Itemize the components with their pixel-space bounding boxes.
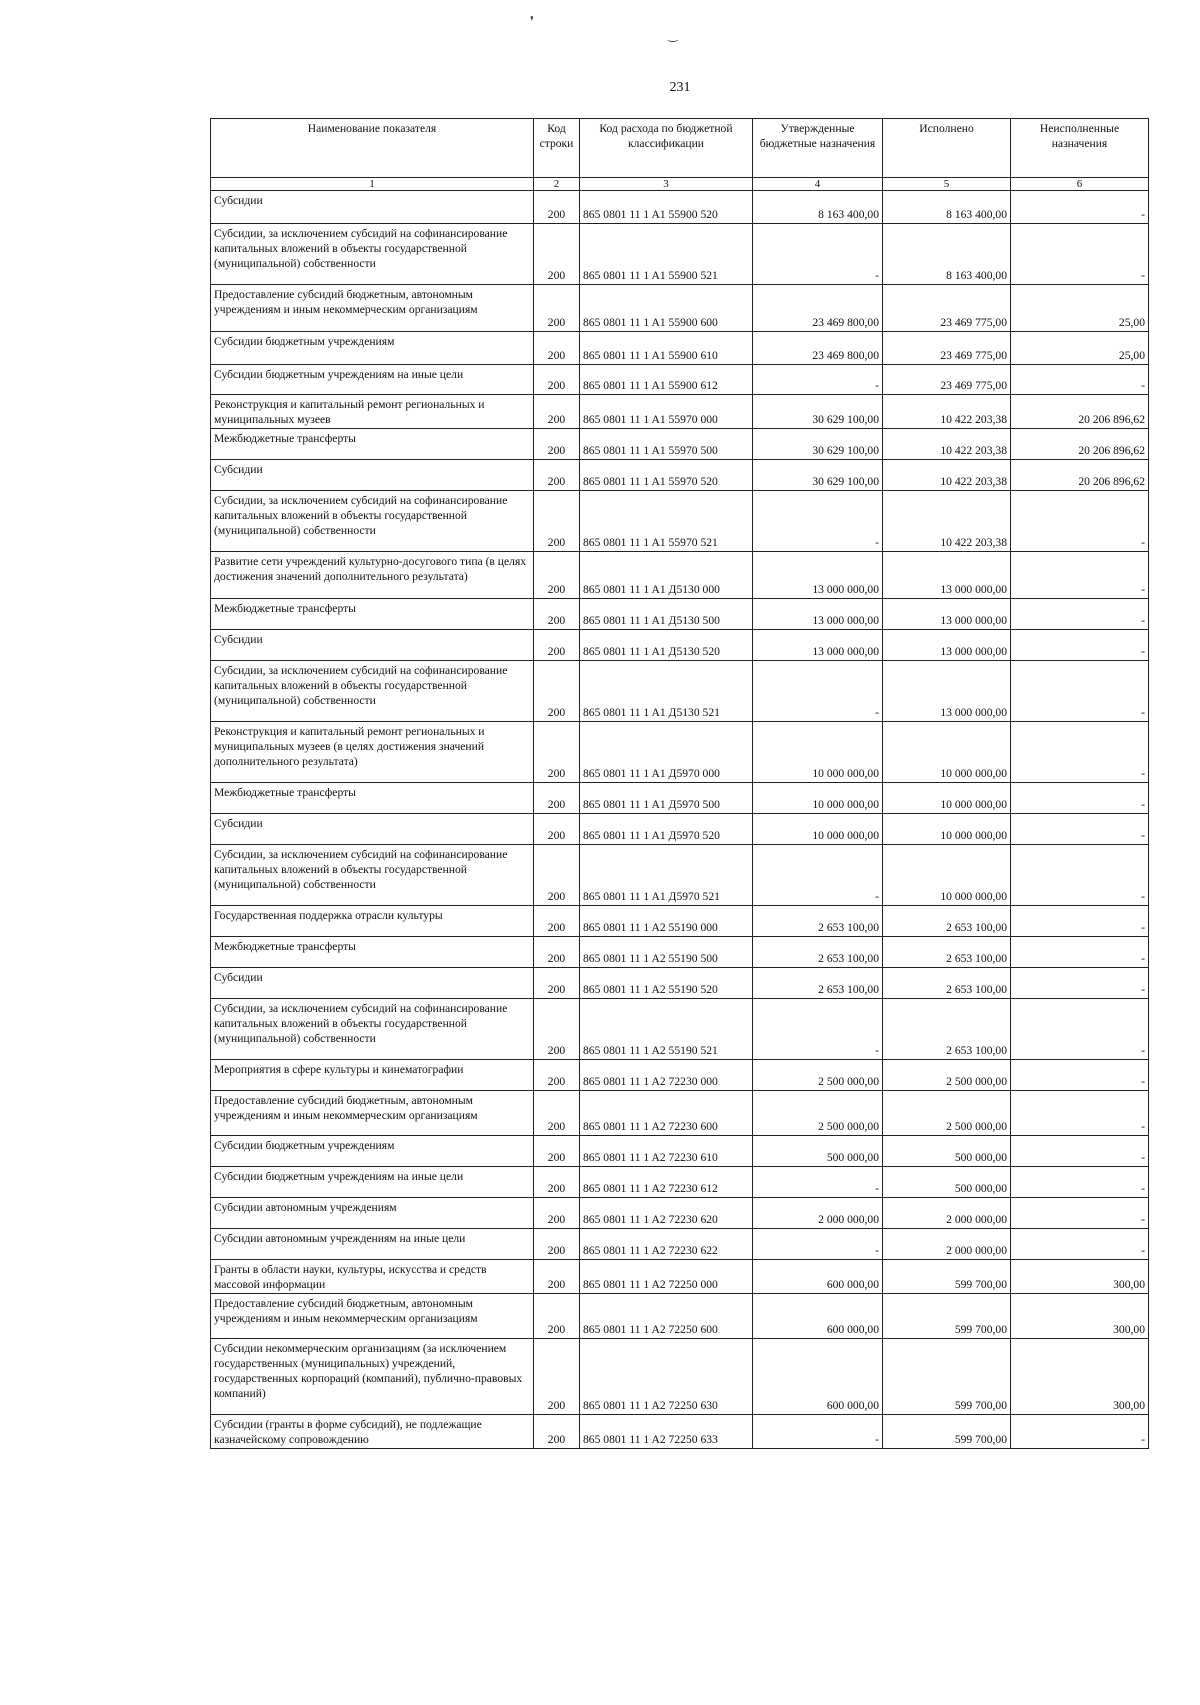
indicator-name-text: Мероприятия в сфере культуры и кинематографии: [214, 1063, 464, 1076]
cell-budget-code: 865 0801 11 1 A2 72250 600: [580, 1294, 753, 1339]
cell-budget-code: 865 0801 11 1 A2 72230 612: [580, 1167, 753, 1198]
cell-approved: -: [753, 999, 883, 1060]
indicator-name-text: Предоставление субсидий бюджетным, автономным учреждениям и иным некоммерческим организациям: [214, 1094, 478, 1122]
cell-indicator-name: [211, 937, 534, 968]
cell-budget-code: 865 0801 11 1 A2 72230 600: [580, 1091, 753, 1136]
header-indicator-name: Наименование показателя: [211, 119, 534, 178]
cell-budget-code: 865 0801 11 1 A1 Д5970 500: [580, 783, 753, 814]
cell-executed: 500 000,00: [883, 1167, 1011, 1198]
cell-row-code: 200: [534, 1415, 580, 1449]
indicator-name-text: Субсидии, за исключением субсидий на софинансирование капитальных вложений в объекты государственной (муниципальной) собственности: [214, 1002, 508, 1045]
cell-indicator-name: [211, 630, 534, 661]
cell-budget-code: 865 0801 11 1 A1 Д5130 500: [580, 599, 753, 630]
cell-budget-code: 865 0801 11 1 A2 72230 610: [580, 1136, 753, 1167]
cell-executed: 23 469 775,00: [883, 365, 1011, 395]
table-row: [211, 224, 1149, 285]
cell-unexecuted: -: [1011, 1060, 1149, 1091]
cell-indicator-name: [211, 1294, 534, 1339]
cell-indicator-name: [211, 783, 534, 814]
cell-budget-code: 865 0801 11 1 A1 55970 521: [580, 491, 753, 552]
cell-budget-code: 865 0801 11 1 A2 55190 520: [580, 968, 753, 999]
cell-budget-code: 865 0801 11 1 A2 72250 000: [580, 1260, 753, 1294]
cell-approved: 2 653 100,00: [753, 937, 883, 968]
cell-approved: 30 629 100,00: [753, 395, 883, 429]
scan-speck: ‿: [668, 28, 678, 42]
table-row: [211, 661, 1149, 722]
header-unexecuted: Неисполненные назначения: [1011, 119, 1149, 178]
header-budget-classification-code: Код расхода по бюджетной классификации: [580, 119, 753, 178]
indicator-name-text: Предоставление субсидий бюджетным, автономным учреждениям и иным некоммерческим организациям: [214, 1297, 478, 1325]
cell-budget-code: 865 0801 11 1 A2 55190 000: [580, 906, 753, 937]
cell-unexecuted: -: [1011, 906, 1149, 937]
table-row: [211, 1229, 1149, 1260]
cell-unexecuted: -: [1011, 1415, 1149, 1449]
cell-executed: 10 422 203,38: [883, 491, 1011, 552]
cell-executed: 23 469 775,00: [883, 285, 1011, 332]
table-row: [211, 365, 1149, 395]
cell-row-code: 200: [534, 1060, 580, 1091]
cell-budget-code: 865 0801 11 1 A1 55970 000: [580, 395, 753, 429]
cell-approved: -: [753, 845, 883, 906]
cell-unexecuted: 20 206 896,62: [1011, 429, 1149, 460]
cell-row-code: 200: [534, 365, 580, 395]
cell-row-code: 200: [534, 999, 580, 1060]
cell-row-code: 200: [534, 1167, 580, 1198]
cell-budget-code: 865 0801 11 1 A1 55900 610: [580, 332, 753, 365]
cell-unexecuted: -: [1011, 1198, 1149, 1229]
cell-row-code: 200: [534, 783, 580, 814]
cell-executed: 2 653 100,00: [883, 999, 1011, 1060]
column-number: 5: [883, 178, 1011, 191]
column-number: 2: [534, 178, 580, 191]
indicator-name-text: Субсидии некоммерческим организациям (за исключением государственных (муниципальных) учреждений, государственных корпораций (компаний), публично-правовых компаний): [214, 1342, 523, 1400]
cell-unexecuted: -: [1011, 845, 1149, 906]
cell-unexecuted: -: [1011, 1136, 1149, 1167]
cell-indicator-name: [211, 1415, 534, 1449]
cell-budget-code: 865 0801 11 1 A2 72230 620: [580, 1198, 753, 1229]
cell-budget-code: 865 0801 11 1 A2 55190 521: [580, 999, 753, 1060]
cell-row-code: 200: [534, 429, 580, 460]
cell-approved: -: [753, 1229, 883, 1260]
cell-executed: 2 653 100,00: [883, 968, 1011, 999]
cell-unexecuted: -: [1011, 937, 1149, 968]
cell-approved: 600 000,00: [753, 1339, 883, 1415]
table-row: [211, 1060, 1149, 1091]
cell-indicator-name: [211, 599, 534, 630]
cell-budget-code: 865 0801 11 1 A1 Д5130 521: [580, 661, 753, 722]
cell-row-code: 200: [534, 1294, 580, 1339]
cell-indicator-name: [211, 968, 534, 999]
cell-row-code: 200: [534, 1339, 580, 1415]
cell-row-code: 200: [534, 491, 580, 552]
cell-executed: 10 000 000,00: [883, 783, 1011, 814]
table-row: [211, 332, 1149, 365]
cell-budget-code: 865 0801 11 1 A1 55970 520: [580, 460, 753, 491]
cell-executed: 599 700,00: [883, 1339, 1011, 1415]
cell-approved: -: [753, 491, 883, 552]
cell-indicator-name: [211, 285, 534, 332]
cell-budget-code: 865 0801 11 1 A2 72230 000: [580, 1060, 753, 1091]
cell-indicator-name: [211, 906, 534, 937]
cell-approved: 10 000 000,00: [753, 722, 883, 783]
cell-row-code: 200: [534, 599, 580, 630]
cell-unexecuted: -: [1011, 191, 1149, 224]
cell-budget-code: 865 0801 11 1 A2 72230 622: [580, 1229, 753, 1260]
cell-row-code: 200: [534, 968, 580, 999]
cell-unexecuted: -: [1011, 552, 1149, 599]
cell-executed: 10 000 000,00: [883, 722, 1011, 783]
column-number-row: [211, 178, 1149, 191]
cell-indicator-name: [211, 395, 534, 429]
cell-unexecuted: -: [1011, 968, 1149, 999]
cell-executed: 23 469 775,00: [883, 332, 1011, 365]
cell-row-code: 200: [534, 460, 580, 491]
cell-budget-code: 865 0801 11 1 A2 72250 633: [580, 1415, 753, 1449]
cell-row-code: 200: [534, 395, 580, 429]
cell-indicator-name: [211, 429, 534, 460]
cell-approved: 13 000 000,00: [753, 552, 883, 599]
cell-approved: 13 000 000,00: [753, 599, 883, 630]
cell-row-code: 200: [534, 1136, 580, 1167]
table-row: [211, 191, 1149, 224]
indicator-name-text: Субсидии бюджетным учреждениям на иные цели: [214, 1170, 464, 1183]
cell-row-code: 200: [534, 845, 580, 906]
cell-indicator-name: [211, 332, 534, 365]
cell-budget-code: 865 0801 11 1 A2 55190 500: [580, 937, 753, 968]
cell-indicator-name: [211, 661, 534, 722]
cell-executed: 599 700,00: [883, 1294, 1011, 1339]
cell-executed: 2 500 000,00: [883, 1091, 1011, 1136]
cell-row-code: 200: [534, 332, 580, 365]
column-number: 4: [753, 178, 883, 191]
table-row: [211, 1415, 1149, 1449]
indicator-name-text: Субсидии, за исключением субсидий на софинансирование капитальных вложений в объекты государственной (муниципальной) собственности: [214, 664, 508, 707]
table-row: [211, 1294, 1149, 1339]
indicator-name-text: Субсидии (гранты в форме субсидий), не подлежащие казначейскому сопровождению: [214, 1418, 482, 1446]
cell-executed: 10 422 203,38: [883, 460, 1011, 491]
header-executed: Исполнено: [883, 119, 1011, 178]
cell-executed: 2 000 000,00: [883, 1229, 1011, 1260]
cell-approved: 2 500 000,00: [753, 1060, 883, 1091]
cell-indicator-name: [211, 1339, 534, 1415]
cell-indicator-name: [211, 191, 534, 224]
indicator-name-text: Предоставление субсидий бюджетным, автономным учреждениям и иным некоммерческим организациям: [214, 288, 478, 316]
cell-executed: 8 163 400,00: [883, 191, 1011, 224]
indicator-name-text: Субсидии: [214, 194, 263, 207]
cell-unexecuted: 25,00: [1011, 332, 1149, 365]
cell-approved: 30 629 100,00: [753, 460, 883, 491]
cell-row-code: 200: [534, 937, 580, 968]
cell-approved: -: [753, 224, 883, 285]
table-row: [211, 552, 1149, 599]
cell-indicator-name: [211, 1167, 534, 1198]
cell-executed: 10 000 000,00: [883, 814, 1011, 845]
cell-indicator-name: [211, 1229, 534, 1260]
indicator-name-text: Субсидии автономным учреждениям на иные цели: [214, 1232, 466, 1245]
indicator-name-text: Субсидии, за исключением субсидий на софинансирование капитальных вложений в объекты государственной (муниципальной) собственности: [214, 494, 508, 537]
cell-budget-code: 865 0801 11 1 A1 55970 500: [580, 429, 753, 460]
cell-indicator-name: [211, 1060, 534, 1091]
cell-executed: 10 422 203,38: [883, 395, 1011, 429]
cell-row-code: 200: [534, 661, 580, 722]
cell-unexecuted: 20 206 896,62: [1011, 395, 1149, 429]
cell-indicator-name: [211, 845, 534, 906]
cell-approved: 10 000 000,00: [753, 814, 883, 845]
cell-unexecuted: -: [1011, 661, 1149, 722]
cell-budget-code: 865 0801 11 1 A1 Д5130 000: [580, 552, 753, 599]
cell-row-code: 200: [534, 552, 580, 599]
table-row: [211, 1198, 1149, 1229]
cell-approved: 23 469 800,00: [753, 332, 883, 365]
cell-row-code: 200: [534, 906, 580, 937]
cell-executed: 2 000 000,00: [883, 1198, 1011, 1229]
cell-approved: 2 653 100,00: [753, 906, 883, 937]
indicator-name-text: Государственная поддержка отрасли культуры: [214, 909, 443, 922]
cell-unexecuted: -: [1011, 630, 1149, 661]
cell-executed: 2 653 100,00: [883, 906, 1011, 937]
cell-row-code: 200: [534, 1091, 580, 1136]
cell-row-code: 200: [534, 285, 580, 332]
cell-unexecuted: 300,00: [1011, 1339, 1149, 1415]
cell-indicator-name: [211, 722, 534, 783]
table-row: [211, 630, 1149, 661]
cell-indicator-name: [211, 491, 534, 552]
cell-unexecuted: 300,00: [1011, 1260, 1149, 1294]
cell-executed: 599 700,00: [883, 1260, 1011, 1294]
indicator-name-text: Субсидии бюджетным учреждениям: [214, 335, 395, 348]
cell-unexecuted: -: [1011, 1091, 1149, 1136]
indicator-name-text: Субсидии бюджетным учреждениям на иные цели: [214, 368, 464, 381]
cell-unexecuted: -: [1011, 365, 1149, 395]
cell-unexecuted: 20 206 896,62: [1011, 460, 1149, 491]
indicator-name-text: Субсидии, за исключением субсидий на софинансирование капитальных вложений в объекты государственной (муниципальной) собственности: [214, 227, 508, 270]
cell-approved: -: [753, 1167, 883, 1198]
indicator-name-text: Развитие сети учреждений культурно-досугового типа (в целях достижения значений дополнительного результата): [214, 555, 527, 583]
cell-row-code: 200: [534, 1229, 580, 1260]
cell-executed: 10 000 000,00: [883, 845, 1011, 906]
cell-row-code: 200: [534, 191, 580, 224]
cell-row-code: 200: [534, 224, 580, 285]
cell-indicator-name: [211, 1136, 534, 1167]
cell-row-code: 200: [534, 1260, 580, 1294]
table-row: [211, 599, 1149, 630]
cell-executed: 10 422 203,38: [883, 429, 1011, 460]
scan-speck: ❜: [530, 14, 534, 28]
cell-unexecuted: -: [1011, 783, 1149, 814]
cell-budget-code: 865 0801 11 1 A2 72250 630: [580, 1339, 753, 1415]
indicator-name-text: Субсидии: [214, 817, 263, 830]
cell-approved: -: [753, 1415, 883, 1449]
indicator-name-text: Субсидии, за исключением субсидий на софинансирование капитальных вложений в объекты государственной (муниципальной) собственности: [214, 848, 508, 891]
cell-budget-code: 865 0801 11 1 A1 55900 521: [580, 224, 753, 285]
column-number: 3: [580, 178, 753, 191]
cell-approved: 600 000,00: [753, 1260, 883, 1294]
column-number: 1: [211, 178, 534, 191]
cell-executed: 13 000 000,00: [883, 552, 1011, 599]
cell-unexecuted: -: [1011, 1229, 1149, 1260]
header-row: [211, 119, 1149, 178]
table-row: [211, 429, 1149, 460]
cell-unexecuted: -: [1011, 599, 1149, 630]
table-row: [211, 1136, 1149, 1167]
cell-budget-code: 865 0801 11 1 A1 55900 520: [580, 191, 753, 224]
cell-approved: 10 000 000,00: [753, 783, 883, 814]
header-row-code: Код строки: [534, 119, 580, 178]
indicator-name-text: Межбюджетные трансферты: [214, 432, 356, 445]
indicator-name-text: Реконструкция и капитальный ремонт региональных и муниципальных музеев (в целях достижения значений дополнительного результата): [214, 725, 485, 768]
cell-approved: 2 500 000,00: [753, 1091, 883, 1136]
cell-approved: 2 000 000,00: [753, 1198, 883, 1229]
cell-row-code: 200: [534, 1198, 580, 1229]
cell-executed: 599 700,00: [883, 1415, 1011, 1449]
indicator-name-text: Субсидии: [214, 463, 263, 476]
cell-executed: 13 000 000,00: [883, 661, 1011, 722]
table-row: [211, 783, 1149, 814]
table-row: [211, 460, 1149, 491]
cell-row-code: 200: [534, 722, 580, 783]
table-row: [211, 1167, 1149, 1198]
cell-unexecuted: -: [1011, 814, 1149, 845]
cell-budget-code: 865 0801 11 1 A1 55900 600: [580, 285, 753, 332]
cell-approved: 2 653 100,00: [753, 968, 883, 999]
table-row: [211, 999, 1149, 1060]
cell-approved: 600 000,00: [753, 1294, 883, 1339]
cell-indicator-name: [211, 365, 534, 395]
indicator-name-text: Субсидии: [214, 971, 263, 984]
table-body: [211, 191, 1149, 1449]
cell-unexecuted: -: [1011, 224, 1149, 285]
cell-indicator-name: [211, 1260, 534, 1294]
cell-unexecuted: -: [1011, 1167, 1149, 1198]
cell-budget-code: 865 0801 11 1 A1 Д5130 520: [580, 630, 753, 661]
indicator-name-text: Межбюджетные трансферты: [214, 602, 356, 615]
cell-unexecuted: 25,00: [1011, 285, 1149, 332]
cell-row-code: 200: [534, 814, 580, 845]
indicator-name-text: Субсидии бюджетным учреждениям: [214, 1139, 395, 1152]
cell-indicator-name: [211, 1091, 534, 1136]
cell-approved: 500 000,00: [753, 1136, 883, 1167]
cell-indicator-name: [211, 814, 534, 845]
table-row: [211, 968, 1149, 999]
cell-executed: 2 500 000,00: [883, 1060, 1011, 1091]
cell-unexecuted: -: [1011, 491, 1149, 552]
cell-approved: 13 000 000,00: [753, 630, 883, 661]
cell-indicator-name: [211, 224, 534, 285]
cell-approved: -: [753, 661, 883, 722]
cell-budget-code: 865 0801 11 1 A1 55900 612: [580, 365, 753, 395]
cell-executed: 8 163 400,00: [883, 224, 1011, 285]
table-row: [211, 491, 1149, 552]
cell-approved: 30 629 100,00: [753, 429, 883, 460]
cell-approved: 8 163 400,00: [753, 191, 883, 224]
cell-indicator-name: [211, 999, 534, 1060]
indicator-name-text: Межбюджетные трансферты: [214, 786, 356, 799]
cell-row-code: 200: [534, 630, 580, 661]
cell-executed: 13 000 000,00: [883, 599, 1011, 630]
cell-budget-code: 865 0801 11 1 A1 Д5970 520: [580, 814, 753, 845]
indicator-name-text: Субсидии автономным учреждениям: [214, 1201, 397, 1214]
budget-report-table: [210, 118, 1149, 1449]
table-row: [211, 845, 1149, 906]
table-row: [211, 906, 1149, 937]
cell-indicator-name: [211, 552, 534, 599]
table-row: [211, 937, 1149, 968]
cell-approved: -: [753, 365, 883, 395]
indicator-name-text: Субсидии: [214, 633, 263, 646]
indicator-name-text: Гранты в области науки, культуры, искусства и средств массовой информации: [214, 1263, 487, 1291]
indicator-name-text: Реконструкция и капитальный ремонт региональных и муниципальных музеев: [214, 398, 485, 426]
cell-approved: 23 469 800,00: [753, 285, 883, 332]
table-row: [211, 1091, 1149, 1136]
cell-unexecuted: -: [1011, 722, 1149, 783]
cell-budget-code: 865 0801 11 1 A1 Д5970 521: [580, 845, 753, 906]
cell-unexecuted: -: [1011, 999, 1149, 1060]
cell-unexecuted: 300,00: [1011, 1294, 1149, 1339]
cell-indicator-name: [211, 1198, 534, 1229]
cell-executed: 500 000,00: [883, 1136, 1011, 1167]
table-row: [211, 285, 1149, 332]
cell-executed: 13 000 000,00: [883, 630, 1011, 661]
page-number: 231: [669, 80, 691, 95]
table-row: [211, 722, 1149, 783]
table-row: [211, 1260, 1149, 1294]
table-row: [211, 1339, 1149, 1415]
cell-indicator-name: [211, 460, 534, 491]
indicator-name-text: Межбюджетные трансферты: [214, 940, 356, 953]
cell-budget-code: 865 0801 11 1 A1 Д5970 000: [580, 722, 753, 783]
table-row: [211, 395, 1149, 429]
cell-executed: 2 653 100,00: [883, 937, 1011, 968]
column-number: 6: [1011, 178, 1149, 191]
header-approved-budget: Утвержденные бюджетные назначения: [753, 119, 883, 178]
table-row: [211, 814, 1149, 845]
